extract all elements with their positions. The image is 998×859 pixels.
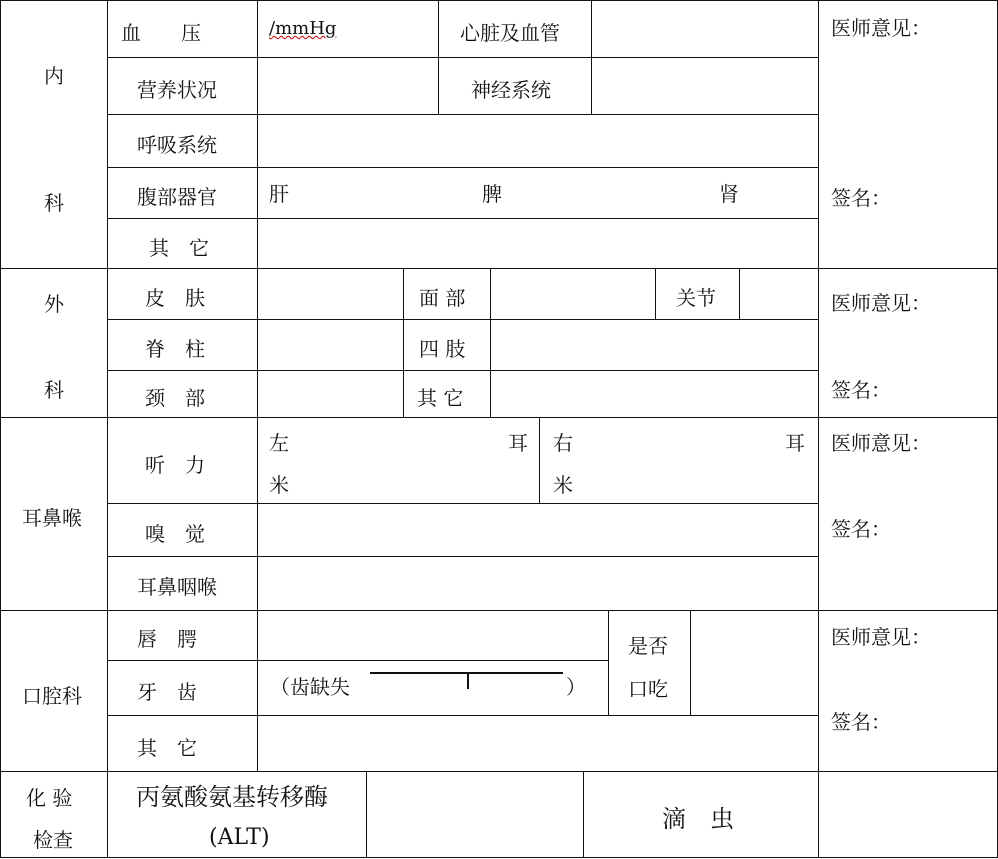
teeth-missing-open: （齿缺失 [270, 675, 350, 699]
hearing-right-c: 米 [553, 473, 573, 497]
joint-label: 关节 [676, 286, 716, 310]
grid-line [0, 417, 998, 418]
oral-signature: 签名： [831, 710, 891, 734]
nutrition-label: 营养状况 [137, 78, 217, 102]
surgery-doctor-opinion: 医师意见： [831, 291, 931, 315]
surgery-other-field[interactable] [491, 371, 818, 417]
heart-field[interactable] [592, 1, 818, 57]
nutrition-field[interactable] [258, 58, 438, 114]
neck-field[interactable] [258, 371, 403, 417]
grid-line [655, 268, 656, 319]
lips-label: 唇 腭 [137, 627, 197, 651]
internal-doctor-opinion: 医师意见： [831, 16, 931, 40]
grid-line [107, 167, 818, 168]
section-surgery-char2: 科 [44, 378, 64, 402]
abdomen-label: 腹部器官 [137, 185, 217, 209]
oral-other-label: 其 它 [137, 736, 197, 760]
skin-field[interactable] [258, 269, 403, 319]
grid-line [403, 268, 404, 417]
joint-field[interactable] [740, 269, 818, 319]
tooth-chart-divider [467, 672, 469, 689]
stutter-label-a: 是否 [628, 634, 668, 658]
throat-field[interactable] [258, 557, 818, 610]
teeth-missing-close: ） [566, 675, 586, 699]
grid-line [0, 0, 1, 858]
hearing-right-a: 右 [553, 431, 573, 455]
lips-field[interactable] [258, 611, 608, 660]
heart-label: 心脏及血管 [460, 21, 560, 45]
surgery-signature: 签名： [831, 378, 891, 402]
blood-pressure-field[interactable] [258, 1, 438, 57]
section-internal-char2: 科 [44, 191, 64, 215]
alt-result-field[interactable] [367, 772, 583, 857]
alt-abbr: (ALT) [209, 825, 270, 850]
grid-line [107, 660, 608, 661]
grid-line [818, 0, 819, 858]
ent-signature: 签名： [831, 517, 891, 541]
grid-line [0, 857, 998, 858]
blood-pressure-label: 血 压 [121, 21, 201, 45]
stutter-field[interactable] [691, 611, 818, 715]
smell-field[interactable] [258, 504, 818, 556]
teeth-label: 牙 齿 [137, 680, 197, 704]
oral-doctor-opinion: 医师意见： [831, 625, 931, 649]
blood-pressure-unit: /mmHg [269, 18, 337, 39]
grid-line [539, 417, 540, 503]
grid-line [107, 0, 108, 858]
throat-label: 耳鼻咽喉 [137, 575, 217, 599]
hearing-label: 听 力 [145, 453, 205, 477]
face-label: 面 部 [419, 286, 466, 310]
parasite-result-field[interactable] [819, 772, 997, 857]
section-oral: 口腔科 [22, 684, 82, 708]
section-ent: 耳鼻喉 [22, 506, 82, 530]
face-field[interactable] [491, 269, 655, 319]
nerve-label: 神经系统 [471, 78, 551, 102]
stutter-label-b: 口吃 [628, 677, 668, 701]
hearing-left-b: 耳 [508, 431, 528, 455]
liver-label: 肝 [269, 182, 289, 206]
internal-other-field[interactable] [258, 219, 818, 268]
grid-line [0, 0, 998, 1]
surgery-other-label: 其 它 [417, 386, 464, 410]
spine-field[interactable] [258, 320, 403, 370]
hearing-right-b: 耳 [785, 431, 805, 455]
ent-doctor-opinion: 医师意见： [831, 431, 931, 455]
section-internal-char1: 内 [44, 64, 64, 88]
spleen-label: 脾 [482, 182, 502, 206]
nerve-field[interactable] [592, 58, 818, 114]
neck-label: 颈 部 [145, 386, 205, 410]
skin-label: 皮 肤 [145, 286, 205, 310]
respiratory-field[interactable] [258, 115, 818, 167]
hearing-left-c: 米 [269, 473, 289, 497]
spine-label: 脊 柱 [145, 337, 205, 361]
grid-line [608, 610, 609, 715]
section-lab-line1: 化 验 [26, 786, 73, 810]
smell-label: 嗅 觉 [145, 522, 205, 546]
respiratory-label: 呼吸系统 [137, 133, 217, 157]
limbs-label: 四 肢 [419, 337, 466, 361]
kidney-label: 肾 [719, 182, 739, 206]
oral-other-field[interactable] [258, 716, 818, 771]
internal-signature: 签名： [831, 186, 891, 210]
alt-label: 丙氨酸氨基转移酶 [136, 783, 328, 811]
internal-other-label: 其 它 [149, 236, 209, 260]
limbs-field[interactable] [491, 320, 818, 370]
section-lab-line2: 检查 [33, 828, 73, 852]
parasite-label: 滴 虫 [662, 805, 734, 833]
hearing-left-a: 左 [269, 431, 289, 455]
grid-line [583, 771, 584, 858]
section-surgery-char1: 外 [44, 292, 64, 316]
grid-line [438, 0, 439, 114]
